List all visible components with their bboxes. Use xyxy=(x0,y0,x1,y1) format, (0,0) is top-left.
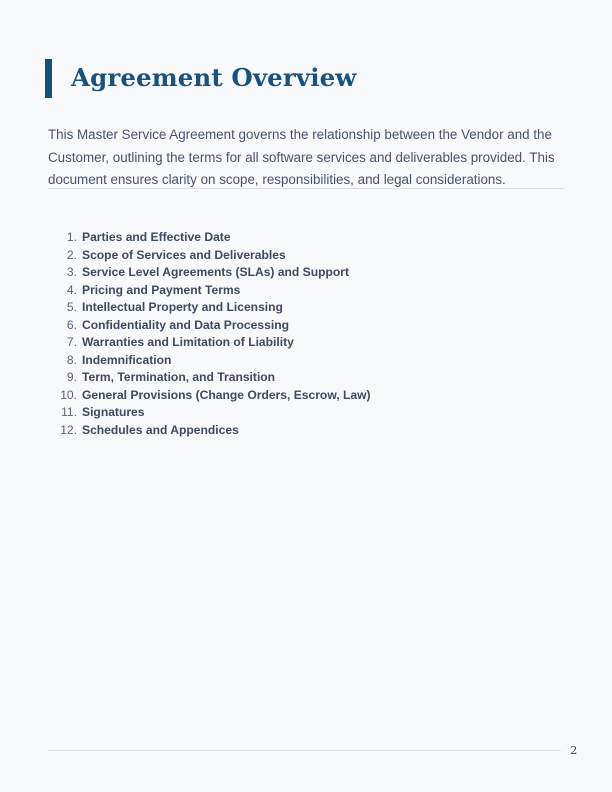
list-item xyxy=(48,264,548,282)
section-divider xyxy=(48,188,564,189)
list-item-number: 4. xyxy=(66,282,77,297)
list-item-number: 8. xyxy=(66,352,77,367)
list-item-label: Pricing and Payment Terms xyxy=(82,282,241,297)
list-item-label: Signatures xyxy=(82,405,145,419)
page-title: Agreement Overview xyxy=(71,63,357,93)
list-item xyxy=(48,422,548,440)
list-item xyxy=(48,369,548,387)
list-item-number: 9. xyxy=(66,370,77,384)
list-item xyxy=(48,387,548,405)
list-item-label: Confidentiality and Data Processing xyxy=(82,317,289,332)
intro-paragraph: This Master Service Agreement governs the relationship between the Vendor and the Customer, outlining the terms for all software services and deliverables provided. This document ensures clarity on scope, responsibilities, and legal considerations. xyxy=(48,127,555,188)
list-item-number: 1. xyxy=(66,230,77,244)
footer-divider xyxy=(48,750,561,751)
list-item xyxy=(48,334,548,352)
list-item-label: Intellectual Property and Licensing xyxy=(82,300,283,314)
list-item xyxy=(48,404,548,422)
list-item-number: 5. xyxy=(66,300,77,314)
page-number: 2 xyxy=(570,743,578,757)
list-item-number: 6. xyxy=(66,317,77,332)
list-item xyxy=(48,229,548,247)
list-item-label: Warranties and Limitation of Liability xyxy=(82,335,294,349)
table-of-contents-list xyxy=(48,229,548,439)
title-accent-bar xyxy=(45,59,52,98)
list-item-label: Indemnification xyxy=(82,352,172,367)
list-item-label: Parties and Effective Date xyxy=(82,230,231,244)
page-title-block xyxy=(45,50,357,107)
list-item-number: 12. xyxy=(60,422,77,437)
list-item-number: 7. xyxy=(66,335,77,349)
list-item xyxy=(48,317,548,335)
list-item-label: Service Level Agreements (SLAs) and Support xyxy=(82,265,350,279)
list-item xyxy=(48,247,548,265)
list-item xyxy=(48,352,548,370)
list-item-number: 3. xyxy=(66,265,77,279)
list-item-label: Term, Termination, and Transition xyxy=(82,370,276,384)
list-item-number: 2. xyxy=(66,247,77,262)
list-item xyxy=(48,299,548,317)
list-item-label: Scope of Services and Deliverables xyxy=(82,247,286,262)
list-item-label: General Provisions (Change Orders, Escrow, Law) xyxy=(82,387,371,402)
list-item-number: 11. xyxy=(61,405,77,419)
list-item-number: 10. xyxy=(60,387,77,402)
list-item xyxy=(48,282,548,300)
list-item-label: Schedules and Appendices xyxy=(82,422,239,437)
